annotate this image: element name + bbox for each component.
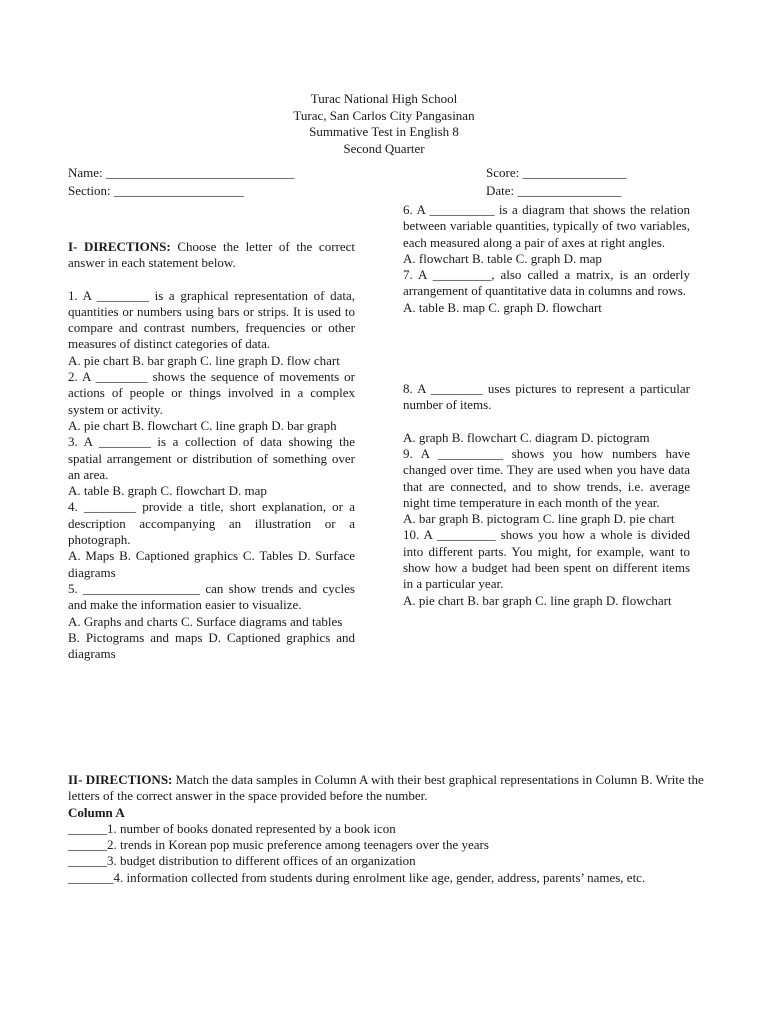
question-5-choices-a: A. Graphs and charts C. Surface diagrams and tables <box>68 613 343 629</box>
question-7-choices: A. table B. map C. graph D. flowchart <box>403 299 602 315</box>
question-3-choices: A. table B. graph C. flowchart D. map <box>68 483 267 499</box>
name-field[interactable]: Name: _____________________________ <box>68 165 295 180</box>
part1-directions <box>68 239 355 272</box>
match-item-4: _______4. information collected from students during enrolment like age, gender, address, parents’ names, etc. <box>68 869 646 885</box>
part2-instruction: Match the data samples in Column A with their best graphical representations in Column B. Write the letters of the correct answer in the space provided before the number. <box>68 772 704 804</box>
question-9-choices: A. bar graph B. pictogram C. line graph D. pie chart <box>403 511 675 527</box>
question-6: 6. A __________ is a diagram that shows the relation between variable quantities, typically of two variables, each measured along a pair of axes at right angles. <box>403 202 690 250</box>
match-item-1: ______1. number of books donated represented by a book icon <box>68 820 396 836</box>
part1-heading: I- DIRECTIONS: <box>68 239 171 254</box>
question-6-choices: A. flowchart B. table C. graph D. map <box>403 250 602 266</box>
match-item-2: ______2. trends in Korean pop music preference among teenagers over the years <box>68 837 489 853</box>
question-4-choices: A. Maps B. Captioned graphics C. Tables D. Surface diagrams <box>68 548 355 580</box>
question-8: 8. A ________ uses pictures to represent a particular number of items. <box>403 381 690 413</box>
question-4: 4. ________ provide a title, short explanation, or a description accompanying an illustration or a photograph. <box>68 499 355 548</box>
match-item-3: ______3. budget distribution to different offices of an organization <box>68 853 416 869</box>
question-2-choices: A. pie chart B. flowchart C. line graph D. bar graph <box>68 417 337 433</box>
test-title: Summative Test in English 8 <box>309 124 459 139</box>
section-field[interactable]: Section: ____________________ <box>68 183 244 198</box>
question-2: 2. A ________ shows the sequence of movements or actions of people or things involved in a complex system or activity. <box>68 369 355 417</box>
part2-section <box>68 772 708 886</box>
part1-instruction: Choose the letter of the correct answer in each statement below. <box>68 239 356 271</box>
question-7: 7. A _________, also called a matrix, is an orderly arrangement of quantitative data in columns and rows. <box>403 267 690 299</box>
question-9: 9. A __________ shows you how numbers have changed over time. They are used when you have data that are connected, and to show trends, i.e. average night time temperature in each month of the year. <box>403 445 690 510</box>
right-column <box>403 202 690 609</box>
date-field[interactable]: Date: ________________ <box>486 183 622 198</box>
part2-heading: II- DIRECTIONS: <box>68 772 173 787</box>
quarter-label: Second Quarter <box>343 140 425 156</box>
question-5-choices-b: B. Pictograms and maps D. Captioned graphics and diagrams <box>68 629 355 662</box>
question-10-choices: A. pie chart B. bar graph C. line graph D. flowchart <box>403 592 672 608</box>
question-3: 3. A ________ is a collection of data showing the spatial arrangement or distribution of something over an area. <box>68 434 355 482</box>
school-address: Turac, San Carlos City Pangasinan <box>293 107 475 123</box>
left-column <box>68 239 355 662</box>
question-1: 1. A ________ is a graphical representation of data, quantities or numbers using bars or strips. It is used to compare and contrast numbers, frequencies or other measures of distinct categories of data. <box>68 287 355 352</box>
part2-directions <box>68 772 708 805</box>
question-8-choices: A. graph B. flowchart C. diagram D. pictogram <box>403 429 650 445</box>
score-field[interactable]: Score: ________________ <box>486 165 627 180</box>
question-1-choices: A. pie chart B. bar graph C. line graph D. flow chart <box>68 352 340 368</box>
question-5: 5. __________________ can show trends and cycles and make the information easier to visualize. <box>68 580 355 613</box>
question-10: 10. A _________ shows you how a whole is divided into different parts. You might, for example, want to show how a budget had been spent on different items in a particular year. <box>403 527 690 592</box>
test-header <box>0 91 768 157</box>
column-a-heading: Column A <box>68 804 125 820</box>
school-name: Turac National High School <box>310 91 458 106</box>
